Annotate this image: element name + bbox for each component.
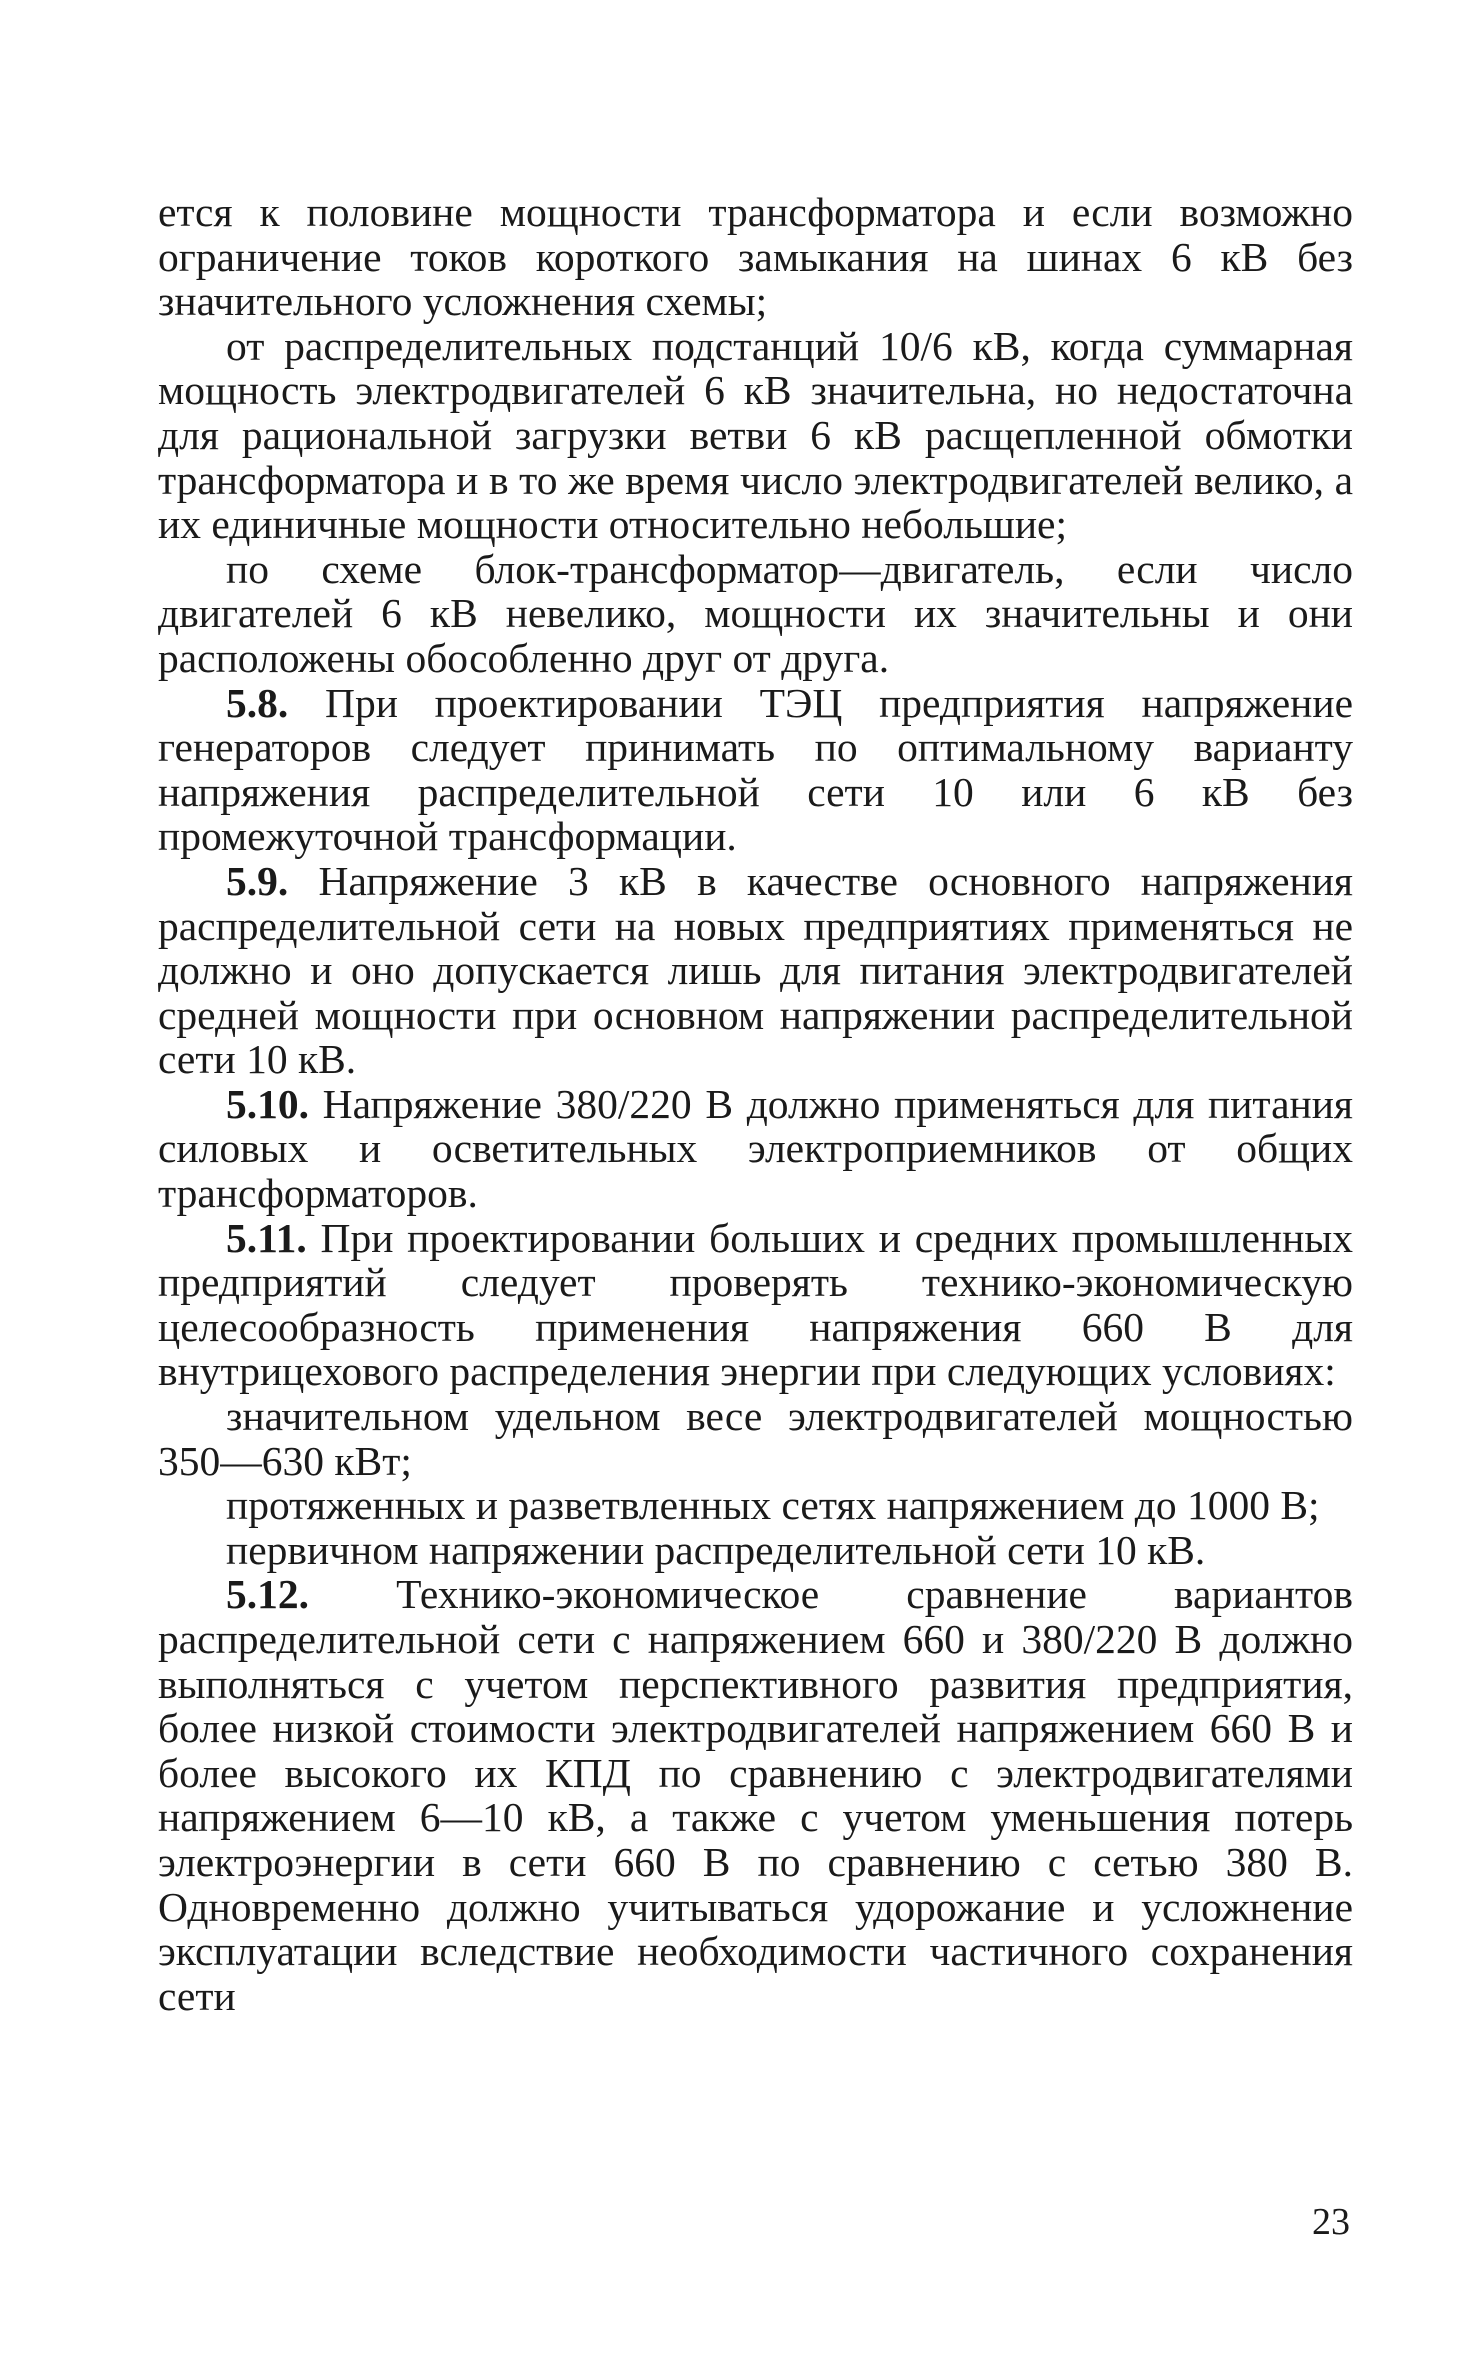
paragraph	[158, 1483, 1353, 1528]
page-number: 23	[1312, 2201, 1350, 2243]
paragraph-text: Напряжение 380/220 В должно применяться для питания силовых и осветительных электроприемников от общих трансформаторов.	[158, 1080, 1353, 1217]
section-number: 5.11.	[226, 1214, 307, 1261]
section-paragraph-5-11	[158, 1216, 1353, 1394]
paragraph-text: Напряжение 3 кВ в качестве основного напряжения распределительной сети на новых предприятиях применяться не должно и оно допускается лишь для питания электродвигателей средней мощности при основном напряжении распределительной сети 10 кВ.	[158, 857, 1353, 1083]
section-number: 5.9.	[226, 857, 289, 904]
paragraph-text: первичном напряжении распределительной сети 10 кВ.	[226, 1526, 1206, 1573]
paragraph	[158, 1528, 1353, 1573]
paragraph-text: по схеме блок-трансформатор—двигатель, если число двигателей 6 кВ невелико, мощности их значительны и они расположены обособленно друг от друга.	[158, 545, 1353, 681]
section-paragraph-5-8	[158, 681, 1353, 859]
section-number: 5.8.	[226, 679, 289, 726]
paragraph-text: При проектировании ТЭЦ предприятия напряжение генераторов следует принимать по оптимальному варианту напряжения распределительной сети 10 или 6 кВ без промежуточной трансформации.	[158, 679, 1353, 860]
section-paragraph-5-9	[158, 859, 1353, 1082]
section-paragraph-5-12	[158, 1572, 1353, 2018]
paragraph	[158, 190, 1353, 324]
paragraph-text: При проектировании больших и средних промышленных предприятий следует проверять технико-экономическую целесообразность применения напряжения 660 В для внутрицехового распределения энергии при следующих условиях:	[158, 1214, 1353, 1395]
body-text	[158, 190, 1353, 2018]
paragraph-text: протяженных и разветвленных сетях напряжением до 1000 В;	[226, 1482, 1320, 1529]
paragraph-text: Технико-экономическое сравнение вариантов распределительной сети с напряжением 660 и 380/220 В должно выполняться с учетом перспективного развития предприятия, более низкой стоимости электродвигателей напряжением 660 В и более высокого их КПД по сравнению с электродвигателями напряжением 6—10 кВ, а также с учетом уменьшения потерь электроэнергии в сети 660 В по сравнению с сетью 380 В. Одновременно должно учитываться удорожание и усложнение эксплуатации вследствие необходимости частичного сохранения сети	[158, 1571, 1353, 2019]
paragraph	[158, 547, 1353, 681]
section-paragraph-5-10	[158, 1082, 1353, 1216]
paragraph	[158, 324, 1353, 547]
section-number: 5.12.	[226, 1571, 309, 1618]
paragraph-text: значительном удельном весе электродвигателей мощностью 350—630 кВт;	[158, 1393, 1353, 1484]
section-number: 5.10.	[226, 1080, 309, 1127]
paragraph	[158, 1394, 1353, 1483]
paragraph-text: ется к половине мощности трансформатора и если возможно ограничение токов короткого замыкания на шинах 6 кВ без значительного усложнения схемы;	[158, 189, 1353, 325]
paragraph-text: от распределительных подстанций 10/6 кВ, когда суммарная мощность электродвигателей 6 кВ значительна, но недостаточна для рациональной загрузки ветви 6 кВ расщепленной обмотки трансформатора и в то же время число электродвигателей велико, а их единичные мощности относительно небольшие;	[158, 322, 1353, 548]
